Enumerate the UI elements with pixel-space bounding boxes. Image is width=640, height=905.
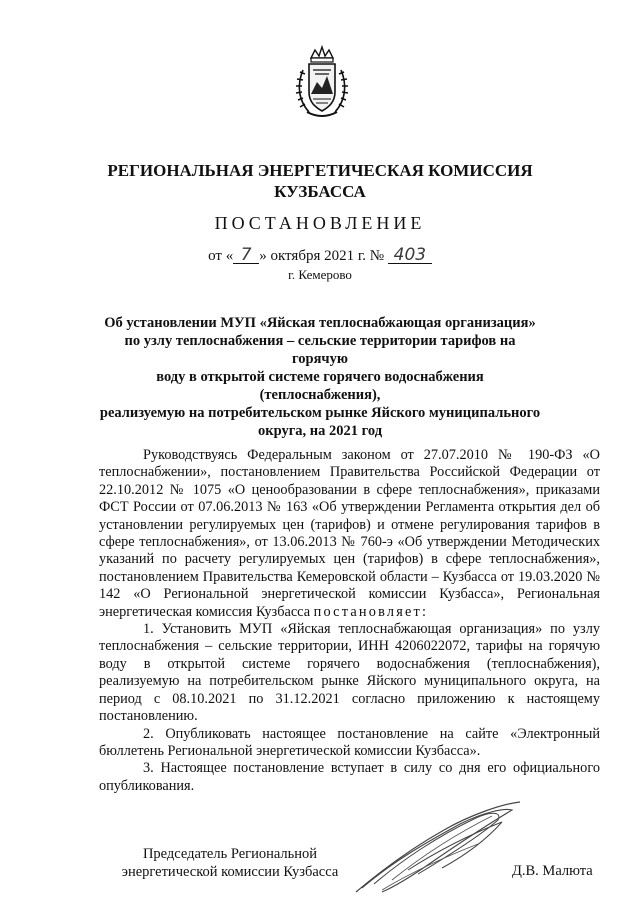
decree-item-2: 2. Опубликовать настоящее постановление на сайте «Электронный бюллетень Региональной энергетической комиссии Кузбасса». bbox=[99, 725, 600, 759]
handwritten-signature bbox=[352, 800, 527, 900]
document-number-handwritten: 403 bbox=[388, 247, 432, 264]
signer-title bbox=[110, 845, 350, 881]
subject-line: округа, на 2021 год bbox=[257, 423, 383, 439]
signer-name: Д.В. Малюта bbox=[512, 863, 593, 879]
preamble-text: Руководствуясь Федеральным законом от 27.07.2010 № 190-ФЗ «О теплоснабжении», постановлением Правительства Российской Федерации от 22.10.2012 № 1075 «О ценообразовании в сфере теплоснабжения», приказами ФСТ России от 07.06.2013 № 163 «Об утверждении Регламента открытия дел об установлении регулируемых цен (тарифов) и отмене регулирования тарифов в сфере теплоснабжения», от 13.06.2013 № 760-э «Об утверждении Методических указаний по расчету регулируемых цен (тарифов) в сфере теплоснабжения», постановлением Правительства Кемеровской области – Кузбасса от 19.03.2020 № 142 «О Региональной энергетической комиссии Кузбасса», Региональная энергетическая комиссия Кузбасса bbox=[99, 447, 600, 620]
document-body bbox=[99, 447, 600, 795]
subject-line: по узлу теплоснабжения – сельские территории тарифов на горячую bbox=[124, 333, 516, 367]
signer-title-line1: Председатель Региональной bbox=[142, 846, 318, 862]
decree-item-3: 3. Настоящее постановление вступает в силу со дня его официального опубликования. bbox=[99, 760, 600, 794]
document-type: ПОСТАНОВЛЕНИЕ bbox=[214, 213, 426, 233]
coat-of-arms-emblem bbox=[293, 44, 351, 120]
subject-line: реализуемую на потребительском рынке Яйского муниципального bbox=[99, 405, 541, 421]
preamble-paragraph bbox=[99, 447, 600, 621]
subject-line: Об установлении МУП «Яйская теплоснабжающая организация» bbox=[104, 315, 536, 331]
date-day-handwritten: 7 bbox=[233, 247, 259, 264]
organization-title bbox=[60, 160, 580, 202]
document-city: г. Кемерово bbox=[288, 267, 352, 282]
date-middle: » октября 2021 г. № bbox=[259, 248, 385, 264]
document-date-line bbox=[60, 247, 580, 265]
organization-title-line2: КУЗБАССА bbox=[274, 182, 366, 201]
date-prefix: от « bbox=[208, 248, 234, 264]
decree-word: постановляет: bbox=[313, 603, 429, 620]
decree-item-1: 1. Установить МУП «Яйская теплоснабжающая организация» по узлу теплоснабжения – сельские территории, ИНН 4206022072, тарифы на горячую воду в открытой системе горячего водоснабжения (теплоснабжения), реализуемую на потребительском рынке Яйского муниципального округа, на период с 08.10.2021 по 31.12.2021 согласно приложению к настоящему постановлению. bbox=[99, 621, 600, 725]
organization-title-line1: РЕГИОНАЛЬНАЯ ЭНЕРГЕТИЧЕСКАЯ КОМИССИЯ bbox=[107, 161, 533, 180]
signer-title-line2: энергетической комиссии Кузбасса bbox=[121, 864, 339, 880]
document-subject bbox=[95, 314, 545, 440]
subject-line: воду в открытой системе горячего водоснабжения (теплоснабжения), bbox=[156, 369, 484, 403]
